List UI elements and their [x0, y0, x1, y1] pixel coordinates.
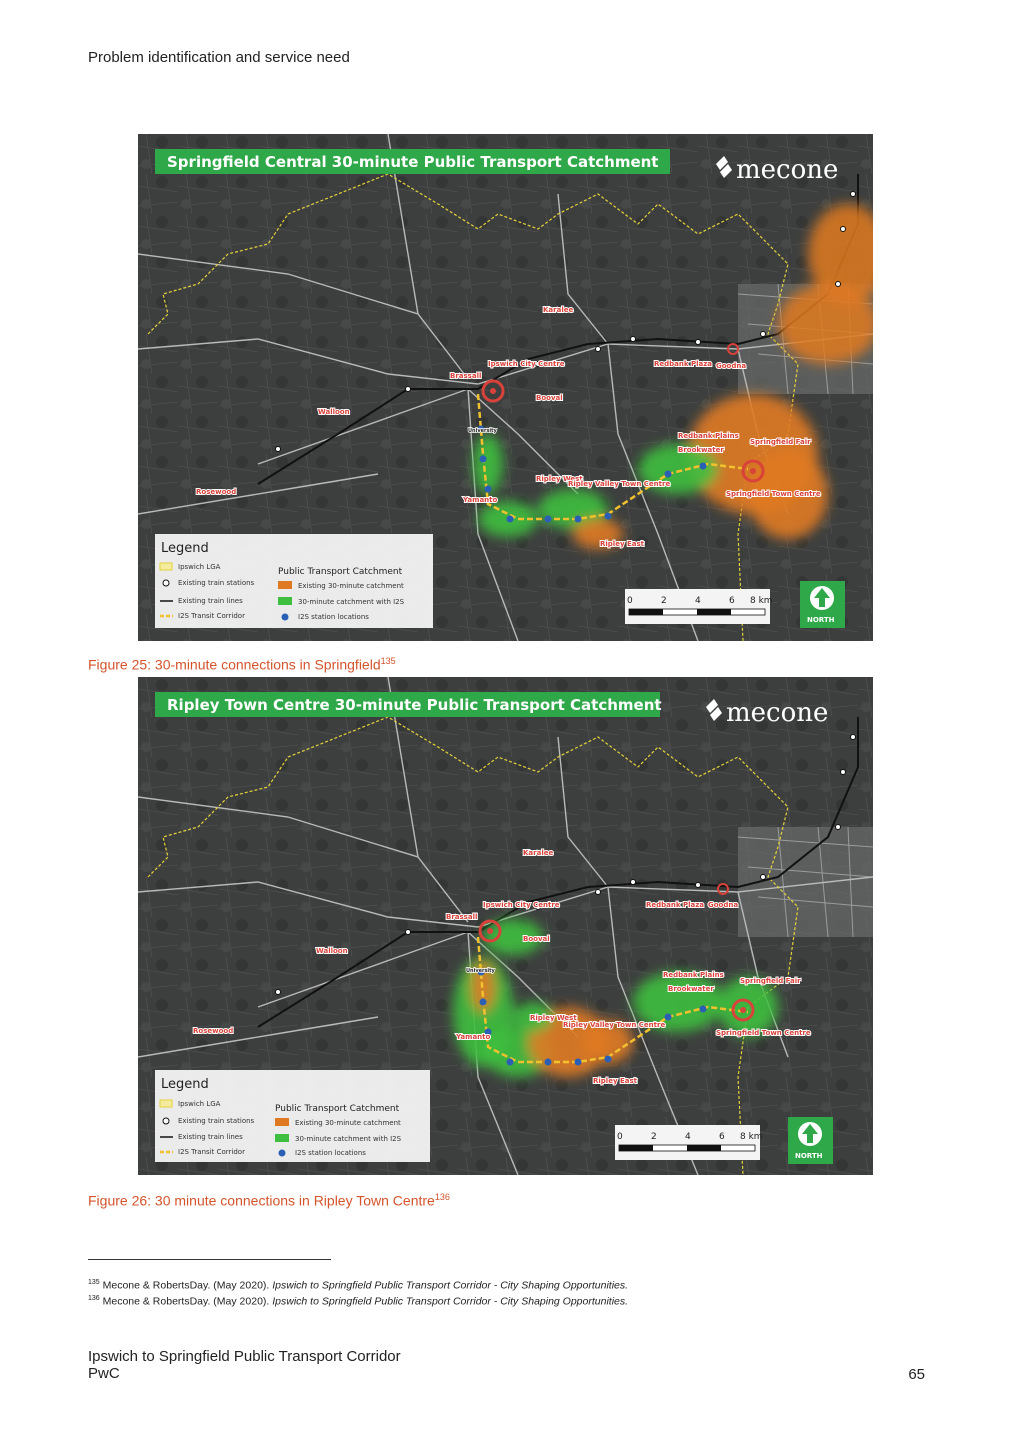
- label-brassall: Brassall: [446, 913, 478, 921]
- label-karalee: Karalee: [523, 849, 554, 857]
- label-goodna: Goodna: [708, 901, 739, 909]
- map-legend: [155, 1070, 430, 1162]
- scale-bar: [615, 1125, 763, 1160]
- label-yamanto: Yamanto: [456, 1033, 491, 1041]
- label-springfield-fair: Springfield Fair: [750, 438, 811, 446]
- svg-text:4: 4: [695, 596, 701, 606]
- label-redbank-plaza: Redbank Plaza: [646, 901, 705, 909]
- running-header: Problem identification and service need: [88, 49, 350, 66]
- page-footer: [88, 1348, 401, 1382]
- label-brookwater: Brookwater: [678, 446, 724, 454]
- label-redbank-plains: Redbank Plains: [663, 971, 724, 979]
- label-springfield-town-centre: Springfield Town Centre: [716, 1029, 811, 1037]
- svg-text:0: 0: [627, 596, 633, 606]
- svg-text:2: 2: [661, 596, 667, 606]
- label-ripley-east: Ripley East: [593, 1077, 637, 1085]
- svg-text:Existing 30-minute catchment: Existing 30-minute catchment: [298, 582, 404, 590]
- svg-text:Public Transport Catchment: Public Transport Catchment: [278, 567, 403, 577]
- svg-text:Existing train lines: Existing train lines: [178, 1133, 243, 1141]
- svg-text:Ipswich LGA: Ipswich LGA: [178, 563, 221, 571]
- springfield-catchment-map: [138, 134, 873, 641]
- label-brassall: Brassall: [450, 372, 482, 380]
- scale-bar: [625, 589, 773, 624]
- svg-text:I2S Transit Corridor: I2S Transit Corridor: [178, 612, 245, 620]
- figure-25-caption: Figure 25: 30-minute connections in Springfield$^{135}$: [88, 656, 396, 673]
- label-university: University: [466, 968, 495, 974]
- label-rosewood: Rosewood: [196, 488, 237, 496]
- label-redbank-plaza: Redbank Plaza: [654, 360, 713, 368]
- svg-text:Ipswich LGA: Ipswich LGA: [178, 1100, 221, 1108]
- svg-text:2: 2: [651, 1132, 657, 1142]
- svg-text:Public Transport Catchment: Public Transport Catchment: [275, 1104, 400, 1114]
- label-yamanto: Yamanto: [463, 496, 498, 504]
- label-walloon: Walloon: [318, 408, 350, 416]
- svg-text:I2S station locations: I2S station locations: [298, 613, 369, 621]
- ripley-catchment-map: [138, 677, 873, 1175]
- map-title: Ripley Town Centre 30-minute Public Transport Catchment: [167, 696, 662, 714]
- svg-text:I2S station locations: I2S station locations: [295, 1149, 366, 1157]
- label-karalee: Karalee: [543, 306, 574, 314]
- svg-text:6: 6: [719, 1132, 725, 1142]
- label-rosewood: Rosewood: [193, 1027, 234, 1035]
- svg-text:I2S Transit Corridor: I2S Transit Corridor: [178, 1148, 245, 1156]
- label-redbank-plains: Redbank Plains: [678, 432, 739, 440]
- label-ripley-valley: Ripley Valley Town Centre: [568, 480, 671, 488]
- footer-doc-title: Ipswich to Springfield Public Transport Corridor: [88, 1348, 401, 1365]
- label-ripley-west: Ripley West: [536, 475, 583, 483]
- svg-text:mecone: mecone: [736, 155, 839, 185]
- footnote-135: $^{135}$ Mecone & RobertsDay. (May 2020). Ipswich to Springfield Public Transport Corridor - City Shaping Opportunities.: [88, 1279, 629, 1292]
- svg-text:NORTH: NORTH: [807, 616, 835, 624]
- label-booval: Booval: [536, 394, 563, 402]
- svg-text:8 km: 8 km: [750, 596, 773, 606]
- north-arrow: [800, 581, 845, 628]
- map-title: Springfield Central 30-minute Public Transport Catchment: [167, 153, 659, 171]
- footer-org: PwC: [88, 1365, 120, 1382]
- footnote-136: $^{136}$ Mecone & RobertsDay. (May 2020). Ipswich to Springfield Public Transport Corridor - City Shaping Opportunities.: [88, 1295, 629, 1308]
- label-university: University: [468, 428, 497, 434]
- svg-text:Legend: Legend: [161, 1077, 209, 1092]
- label-springfield-town-centre: Springfield Town Centre: [726, 490, 821, 498]
- label-ipswich-city-centre: Ipswich City Centre: [483, 901, 560, 909]
- svg-text:Existing 30-minute catchment: Existing 30-minute catchment: [295, 1119, 401, 1127]
- svg-text:30-minute catchment with I2S: 30-minute catchment with I2S: [295, 1135, 402, 1143]
- north-arrow: [788, 1117, 833, 1164]
- svg-text:Existing train stations: Existing train stations: [178, 579, 255, 587]
- footnote-divider: [88, 1259, 331, 1260]
- svg-text:30-minute catchment with I2S: 30-minute catchment with I2S: [298, 598, 405, 606]
- label-ripley-valley: Ripley Valley Town Centre: [563, 1021, 666, 1029]
- svg-text:Legend: Legend: [161, 541, 209, 556]
- figure-26-caption: Figure 26: 30 minute connections in Ripley Town Centre$^{136}$: [88, 1192, 450, 1209]
- label-springfield-fair: Springfield Fair: [740, 977, 801, 985]
- svg-text:Existing train stations: Existing train stations: [178, 1117, 255, 1125]
- label-ripley-east: Ripley East: [600, 540, 644, 548]
- label-goodna: Goodna: [716, 362, 747, 370]
- label-ipswich-city-centre: Ipswich City Centre: [488, 360, 565, 368]
- svg-text:0: 0: [617, 1132, 623, 1142]
- label-brookwater: Brookwater: [668, 985, 714, 993]
- svg-text:8 km: 8 km: [740, 1132, 763, 1142]
- svg-text:NORTH: NORTH: [795, 1152, 823, 1160]
- label-ripley-west: Ripley West: [530, 1014, 577, 1022]
- svg-text:mecone: mecone: [726, 698, 829, 728]
- map-legend: [155, 534, 433, 628]
- label-walloon: Walloon: [316, 947, 348, 955]
- svg-text:4: 4: [685, 1132, 691, 1142]
- svg-text:Existing train lines: Existing train lines: [178, 597, 243, 605]
- svg-text:6: 6: [729, 596, 735, 606]
- page-number: 65: [908, 1366, 925, 1383]
- label-booval: Booval: [523, 935, 550, 943]
